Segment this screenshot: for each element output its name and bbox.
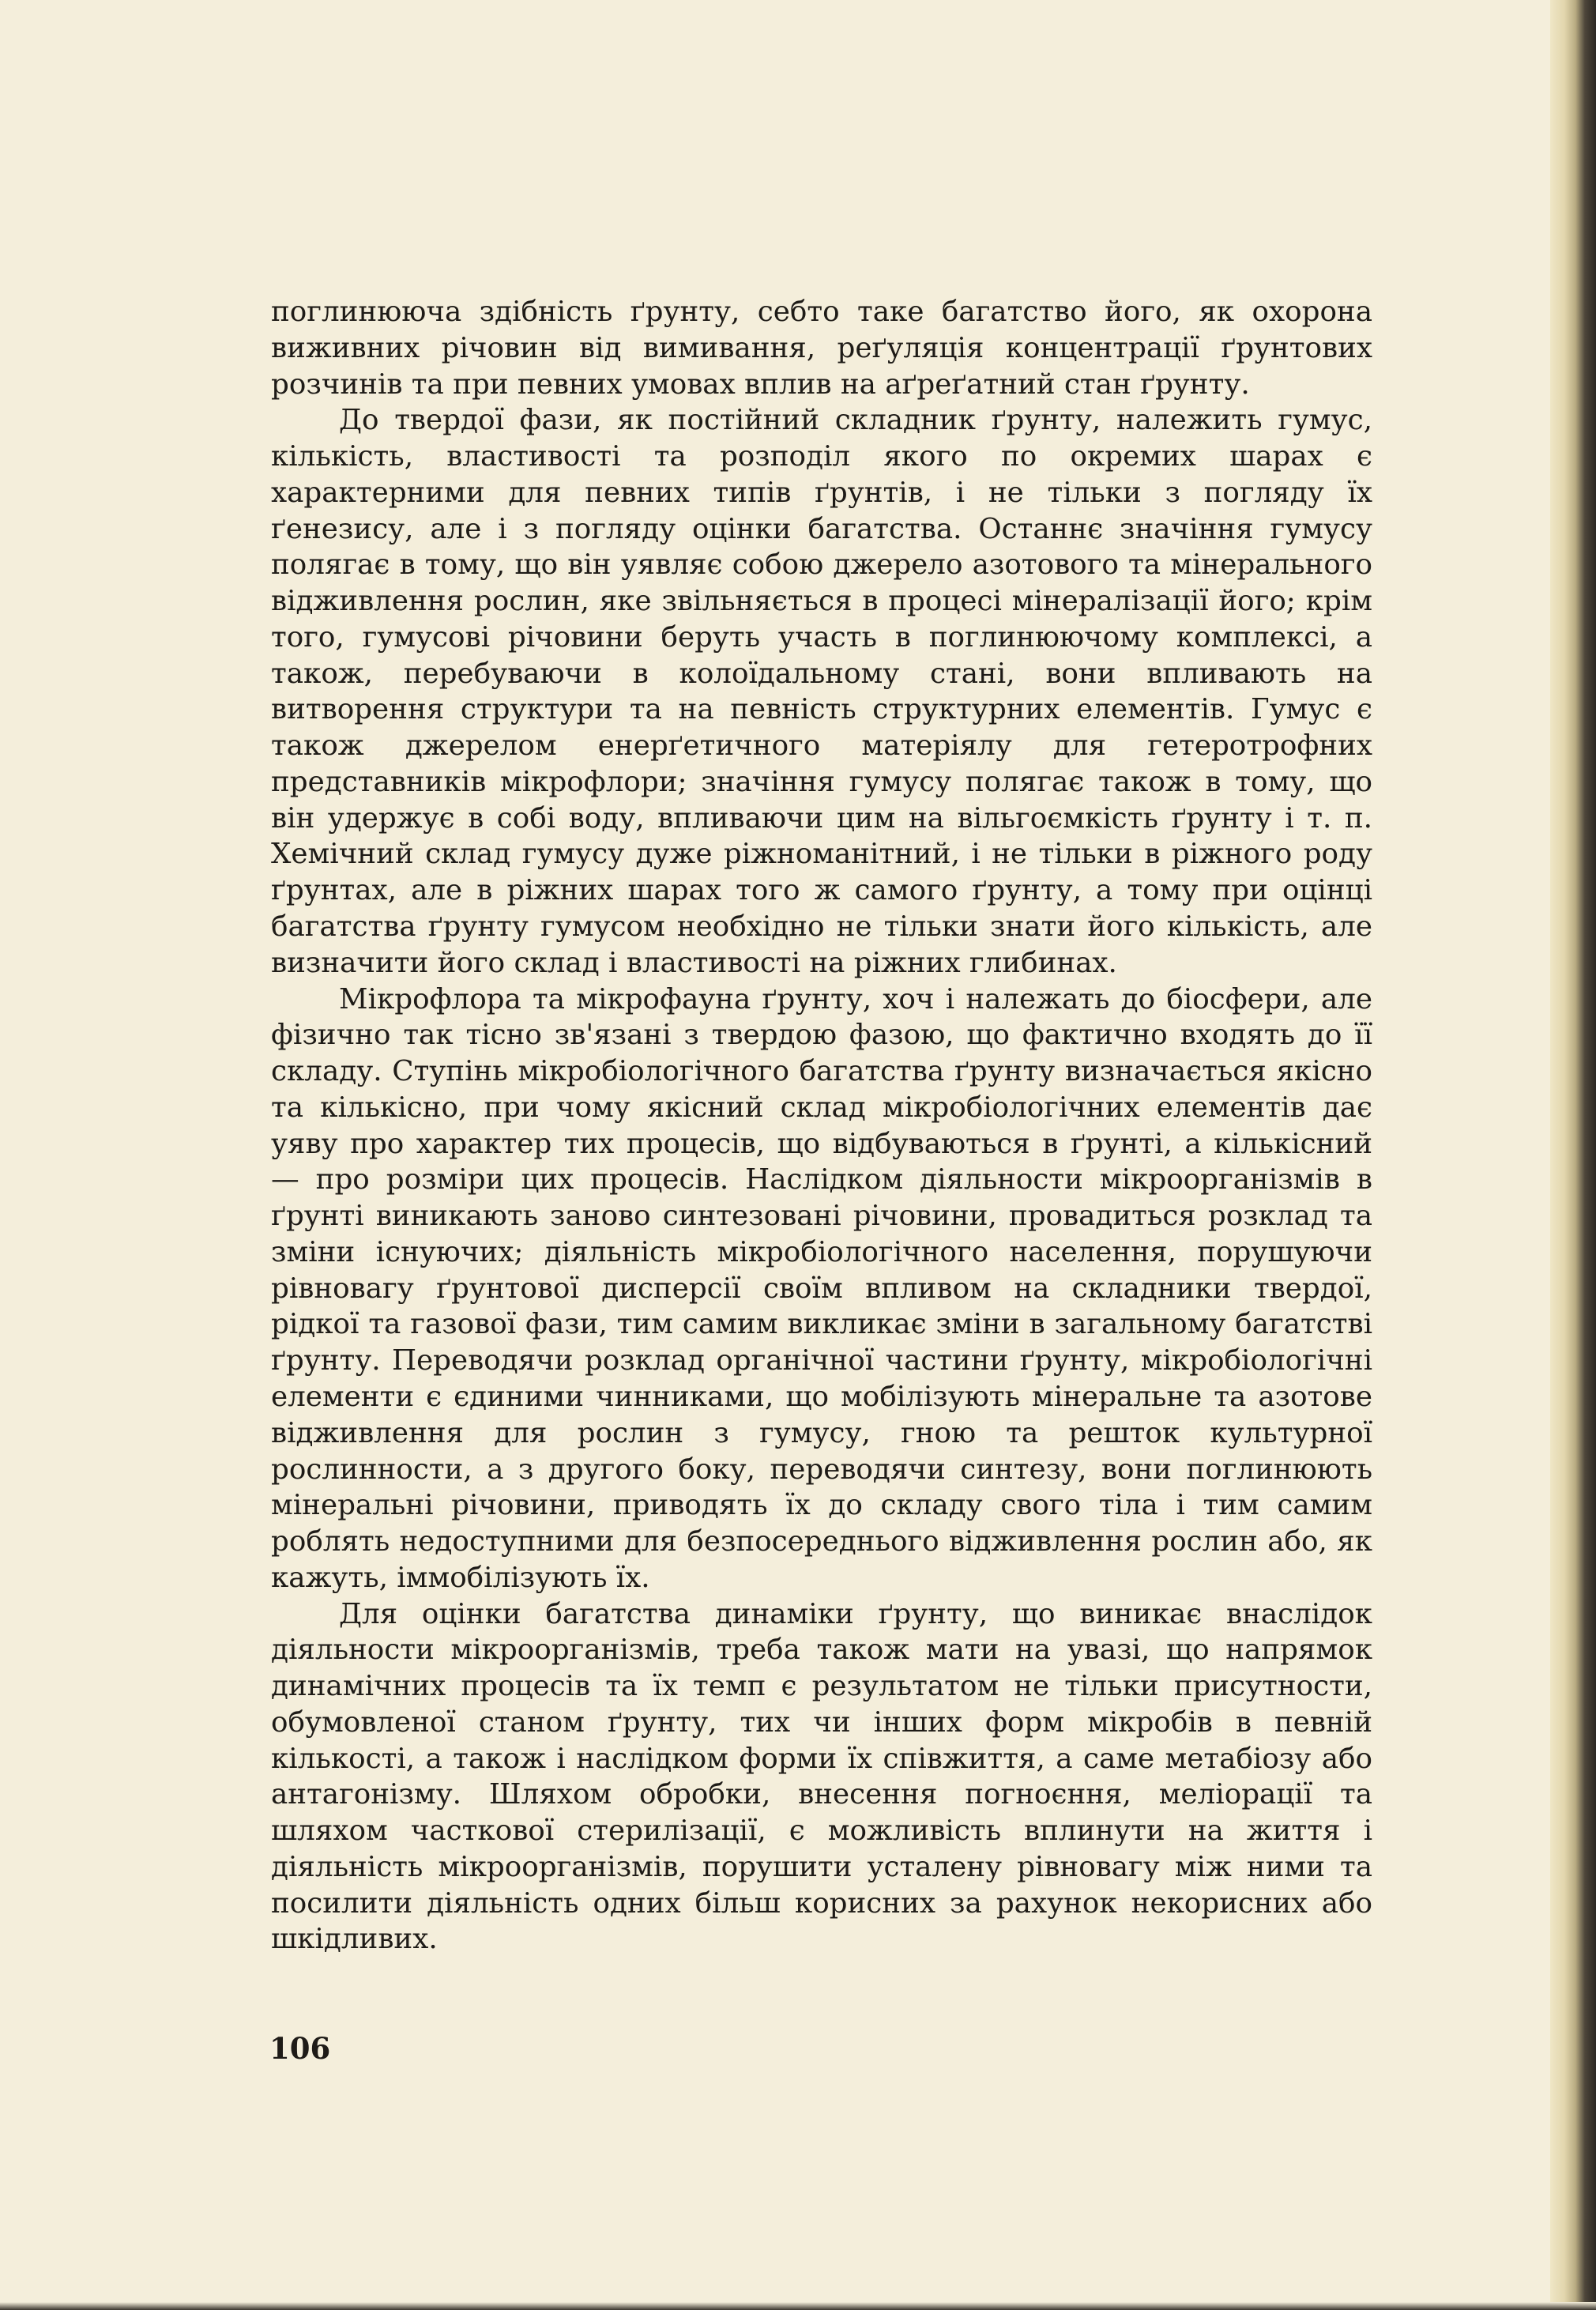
page-number: 106 (269, 2031, 331, 2066)
body-text (271, 294, 1372, 1958)
paragraph-4: Для оцінки багатства динаміки ґрунту, що виникає внаслідок діяльности мікроорганізмів, треба також мати на увазі, що напрямок динамічних процесів та їх темп є результатом не тільки присутности, обумовленої станом ґрунту, тих чи інших форм мікробів в певній кількості, а також і наслідком форми їх співжиття, а саме метабіозу або антагонізму. Шляхом обробки, внесення погноєння, меліорації та шляхом часткової стерилізації, є можливість вплинути на життя і діяльність мікроорганізмів, порушити усталену рівновагу між ними та посилити діяльність одних більш корисних за рахунок некорисних або шкідливих. (271, 1597, 1372, 1956)
paragraph-2: До твердої фази, як постійний складник ґрунту, належить гумус, кількість, властивості та розподіл якого по окремих шарах є характерними для певних типів ґрунтів, і не тільки з погляду їх ґенезису, але і з погляду оцінки багатства. Останнє значіння гумусу полягає в тому, що він уявляє собою джерело азотового та мінерального відживлення рослин, яке звільняється в процесі мінералізації його; крім того, гумусові річовини беруть участь в поглинюючому комплексі, а також, перебуваючи в колоїдальному стані, вони впливають на витворення структури та на певність структурних елементів. Гумус є також джерелом енерґетичного матеріялу для гетеротрофних представників мікрофлори; значіння гумусу полягає також в тому, що він удержує в собі воду, впливаючи цим на вільгоємкість ґрунту і т. п. Хемічний склад гумусу дуже ріжноманітний, і не тільки в ріжного роду ґрунтах, але в ріжних шарах того ж самого ґрунту, а тому при оцінці багатства ґрунту гумусом необхідно не тільки знати його кількість, але визначити його склад і властивості на ріжних глибинах. (271, 404, 1372, 979)
paragraph-1: поглинююча здібність ґрунту, себто таке багатство його, як охорона виживних річовин від вимивання, реґуляція концентрації ґрунтових розчинів та при певних умовах вплив на аґреґатний стан ґрунту. (271, 296, 1372, 401)
page-bottom-edge (0, 2302, 1596, 2310)
paragraph-3: Мікрофлора та мікрофауна ґрунту, хоч і належать до біосфери, але фізично так тісно зв'язані з твердою фазою, що фактично входять до її складу. Ступінь мікробіологічного багатства ґрунту визначається якісно та кількісно, при чому якісний склад мікробіологічних елементів дає уяву про характер тих процесів, що відбуваються в ґрунті, а кількісний — про розміри цих процесів. Наслідком діяльности мікроорганізмів в ґрунті виникають заново синтезовані річовини, провадиться розклад та зміни існуючих; діяльність мікробіологічного населення, порушуючи рівновагу ґрунтової дисперсії своїм впливом на складники твердої, рідкої та газової фази, тим самим викликає зміни в загальному багатстві ґрунту. Переводячи розклад органічної частини ґрунту, мікробіологічні елементи є єдиними чинниками, що мобілізують мінеральне та азотове відживлення для рослин з гумусу, гною та решток культурної рослинности, а з другого боку, переводячи синтезу, вони поглинюють мінеральні річовини, приводять їх до складу свого тіла і тим самим роблять недоступними для безпосереднього відживлення рослин або, як кажуть, іммобілізують їх. (271, 982, 1372, 1594)
book-spine-shadow (1550, 0, 1596, 2310)
